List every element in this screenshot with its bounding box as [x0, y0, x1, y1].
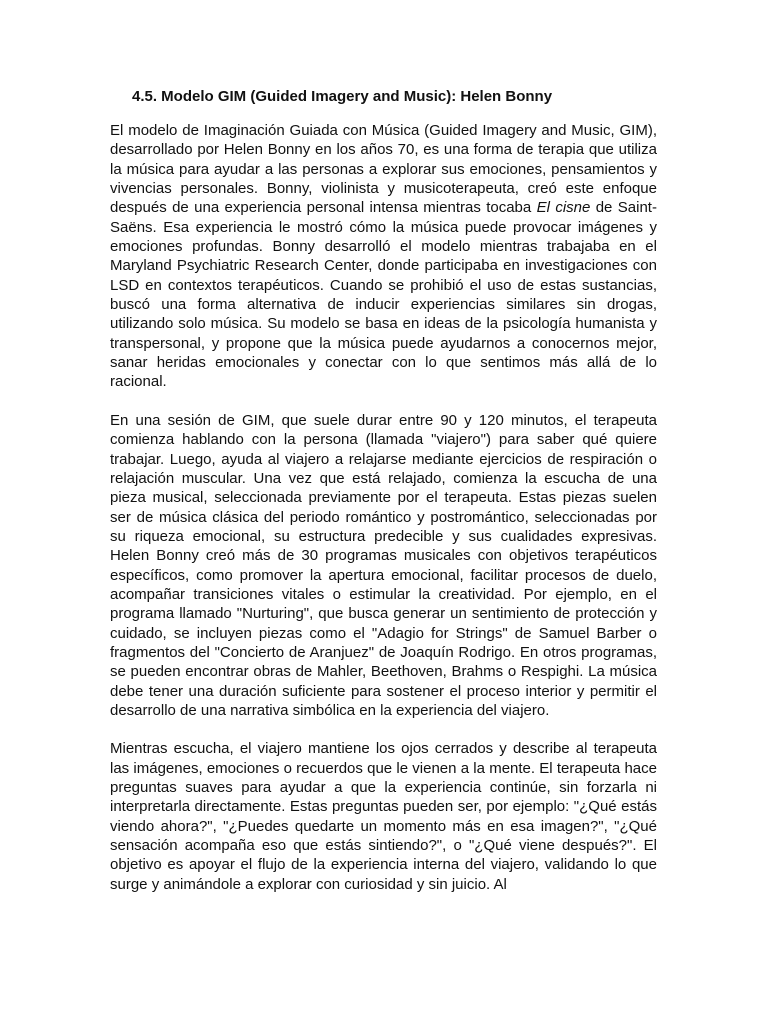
paragraph-1-text-start: El modelo de Imaginación Guiada con Música (Guided Imagery and Music, GIM), desarrollado por Helen Bonny en los años 70, es una forma de terapia que utiliza la música para ayudar a las personas a explorar sus emociones, pensamientos y vivencias personales. Bonny, violinista y musicoterapeuta, creó este enfoque después de una experiencia personal intensa mientras tocaba — [110, 122, 657, 217]
paragraph-3: Mientras escucha, el viajero mantiene los ojos cerrados y describe al terapeuta las imágenes, emociones o recuerdos que le vienen a la mente. El terapeuta hace preguntas suaves para ayudar a que la experiencia continúe, sin forzarla ni interpretarla directamente. Estas preguntas pueden ser, por ejemplo: "¿Qué estás viendo ahora?", "¿Puedes quedarte un momento más en esa imagen?", "¿Qué sensación acompaña eso que estás sintiendo?", o "¿Qué viene después?". El objetivo es apoyar el flujo de la experiencia interna del viajero, validando lo que surge y animándole a explorar con curiosidad y sin juicio. Al — [110, 740, 657, 893]
paragraph-1 — [110, 121, 657, 392]
document-page — [110, 87, 657, 913]
section-heading: 4.5. Modelo GIM (Guided Imagery and Music): Helen Bonny — [132, 88, 553, 105]
paragraph-1-italic-title: El cisne — [536, 199, 591, 217]
paragraph-1-text-end: de Saint-Saëns. Esa experiencia le mostró cómo la música puede provocar imágenes y emociones profundas. Bonny desarrolló el modelo mientras trabajaba en el Maryland Psychiatric Research Center, donde participaba en investigaciones con LSD en contextos terapéuticos. Cuando se prohibió el uso de estas sustancias, buscó una forma alternativa de inducir experiencias similares sin drogas, utilizando solo música. Su modelo se basa en ideas de la psicología humanista y transpersonal, y propone que la música puede ayudarnos a conocernos mejor, sanar heridas emocionales y conectar con lo que sentimos más allá de lo racional. — [110, 199, 657, 391]
paragraph-2: En una sesión de GIM, que suele durar entre 90 y 120 minutos, el terapeuta comienza hablando con la persona (llamada "viajero") para saber qué quiere trabajar. Luego, ayuda al viajero a relajarse mediante ejercicios de respiración o relajación muscular. Una vez que está relajado, comienza la escucha de una pieza musical, seleccionada previamente por el terapeuta. Estas piezas suelen ser de música clásica del periodo romántico y postromántico, seleccionadas por su riqueza emocional, su estructura predecible y sus cualidades expresivas. Helen Bonny creó más de 30 programas musicales con objetivos terapéuticos específicos, como promover la apertura emocional, facilitar procesos de duelo, acompañar transiciones vitales o estimular la creatividad. Por ejemplo, en el programa llamado "Nurturing", que busca generar un sentimiento de protección y cuidado, se incluyen piezas como el "Adagio for Strings" de Samuel Barber o fragmentos del "Concierto de Aranjuez" de Joaquín Rodrigo. En otros programas, se pueden encontrar obras de Mahler, Beethoven, Brahms o Respighi. La música debe tener una duración suficiente para sostener el proceso interior y permitir el desarrollo de una narrativa simbólica en la experiencia del viajero. — [110, 411, 657, 719]
